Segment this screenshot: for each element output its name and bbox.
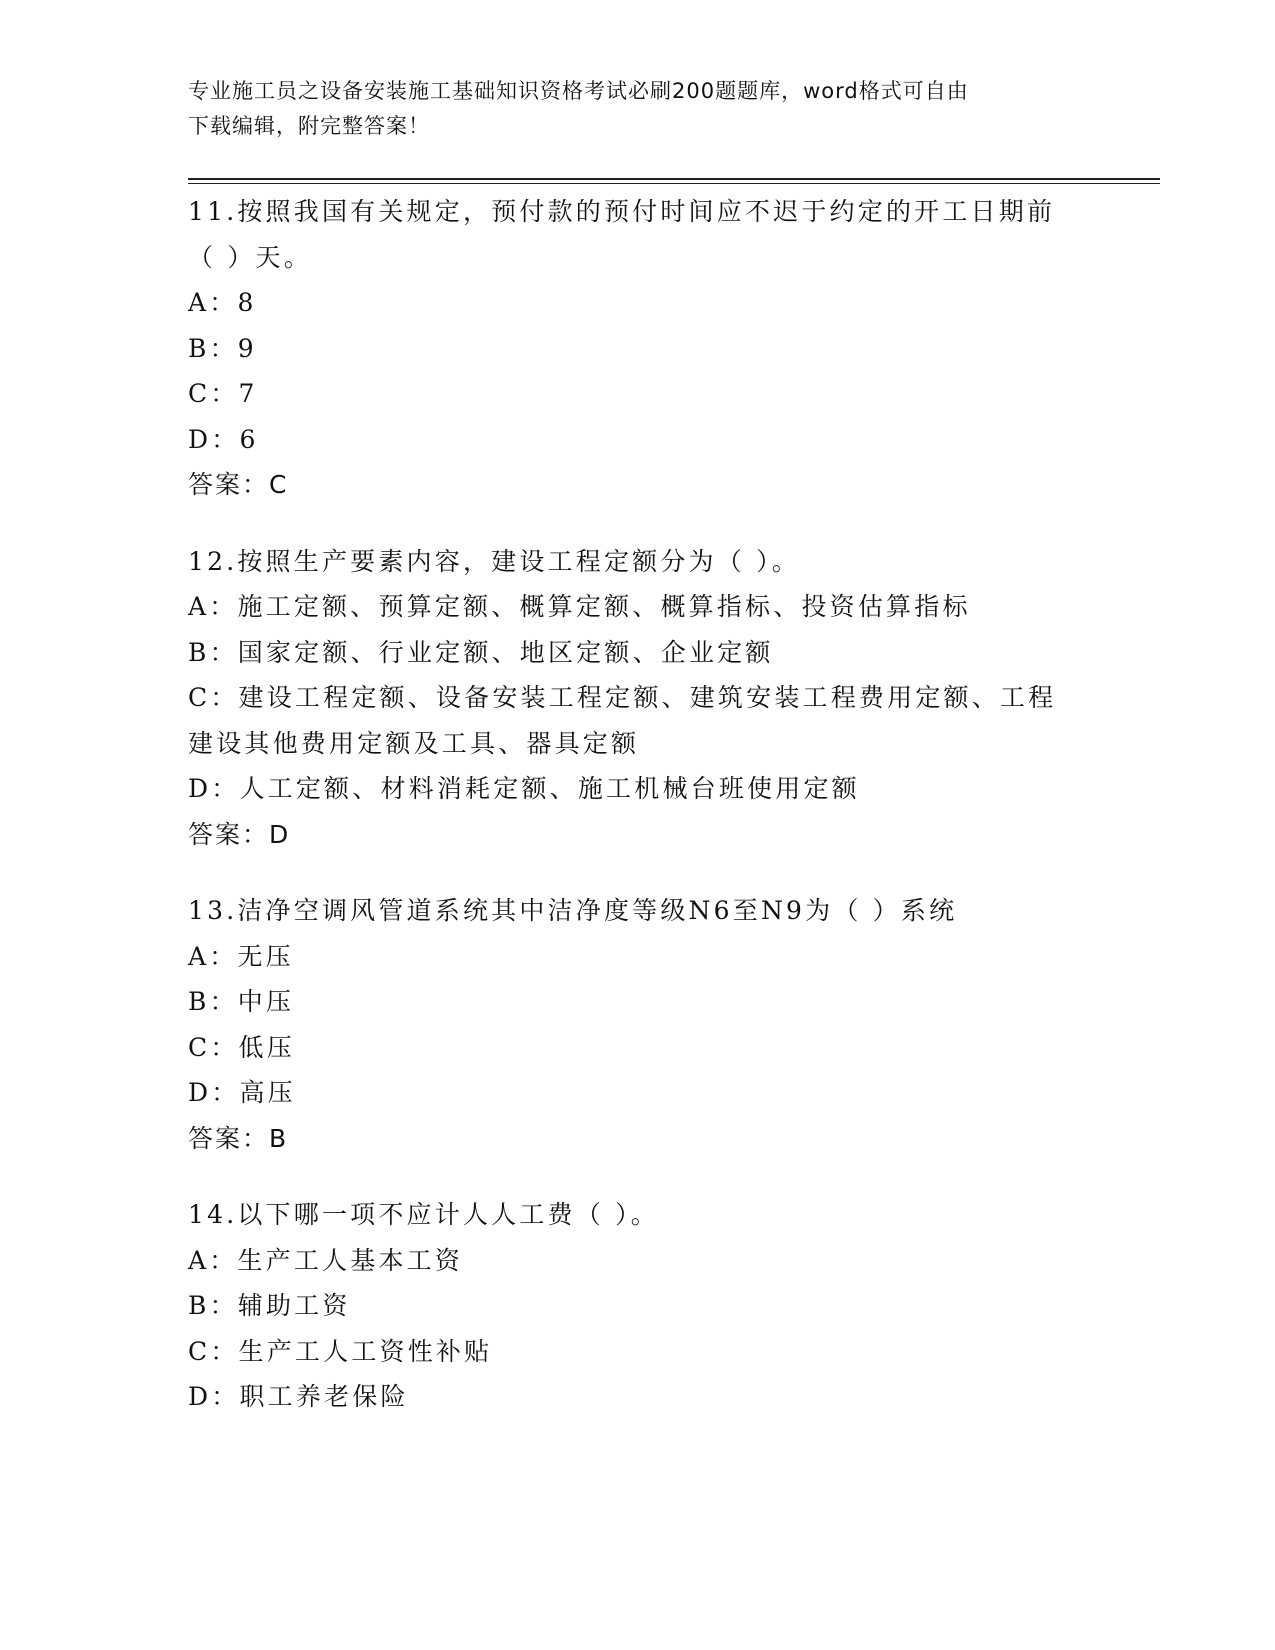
answer: 答案：C <box>188 470 289 499</box>
document-header <box>188 74 1068 144</box>
question-11 <box>188 189 1088 508</box>
header-line-1: 专业施工员之设备安装施工基础知识资格考试必刷200题题库，word格式可自由 <box>188 79 969 103</box>
question-stem-line: 14.以下哪一项不应计人人工费（ ）。 <box>188 1200 660 1229</box>
option-c: C：低压 <box>188 1032 295 1062</box>
option-a: A：无压 <box>188 941 294 971</box>
question-13 <box>188 888 1088 1161</box>
option-d: D：6 <box>188 424 259 454</box>
answer: 答案：D <box>188 819 291 849</box>
question-12 <box>188 539 1088 858</box>
option-c: C：7 <box>188 379 258 408</box>
question-stem-line: 12.按照生产要素内容，建设工程定额分为（ ）。 <box>188 546 801 576</box>
option-b: B：辅助工资 <box>188 1291 351 1320</box>
header-divider-thin <box>188 183 1160 184</box>
option-a: A：施工定额、预算定额、概算定额、概算指标、投资估算指标 <box>188 592 971 621</box>
option-c: C：建设工程定额、设备安装工程定额、建筑安装工程费用定额、工程 <box>188 683 1057 712</box>
question-stem-line: 11.按照我国有关规定，预付款的预付时间应不迟于约定的开工日期前 <box>188 197 1056 226</box>
option-b: B：国家定额、行业定额、地区定额、企业定额 <box>188 637 774 667</box>
question-stem-line: （ ）天。 <box>188 242 312 272</box>
option-b: B：中压 <box>188 987 295 1016</box>
question-14 <box>188 1192 1088 1420</box>
option-d: D：职工养老保险 <box>188 1382 409 1411</box>
answer: 答案：B <box>188 1123 289 1153</box>
question-list <box>188 189 1088 1451</box>
option-c-continued: 建设其他费用定额及工具、器具定额 <box>188 728 640 758</box>
option-c: C：生产工人工资性补贴 <box>188 1336 493 1366</box>
option-d: D：高压 <box>188 1078 296 1107</box>
option-d: D：人工定额、材料消耗定额、施工机械台班使用定额 <box>188 774 860 803</box>
header-line-2: 下载编辑，附完整答案！ <box>188 114 430 138</box>
question-stem-line: 13.洁净空调风管道系统其中洁净度等级N6至N9为（ ）系统 <box>188 896 958 925</box>
option-a: A：8 <box>188 288 257 317</box>
option-a: A：生产工人基本工资 <box>188 1245 464 1275</box>
header-divider <box>188 178 1160 180</box>
option-b: B：9 <box>188 333 257 363</box>
